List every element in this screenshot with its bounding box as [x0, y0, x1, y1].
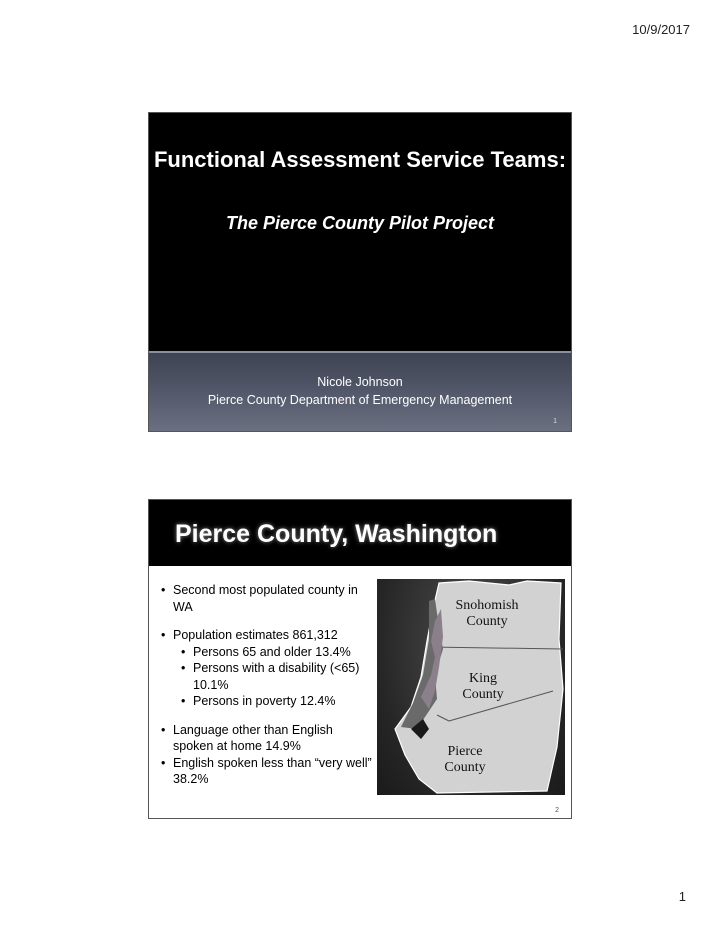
bullet-english-proficiency: • English spoken less than “very well” 38.2% — [159, 755, 374, 788]
slide-2-number: 2 — [555, 807, 559, 814]
slide-1 — [148, 112, 572, 432]
map-label-king-county: County — [462, 687, 504, 702]
slide-2-title: Pierce County, Washington — [175, 520, 498, 548]
map-label-snohomish: Snohomish — [455, 598, 519, 613]
slide-1-subtitle: The Pierce County Pilot Project — [225, 213, 495, 233]
county-map-image — [377, 579, 565, 795]
bullet-group-population — [159, 627, 374, 710]
map-label-pierce-county: County — [444, 760, 486, 775]
sub-bullet-65-plus: • Persons 65 and older 13.4% — [159, 644, 374, 661]
slide-1-author-band — [149, 351, 571, 431]
slide-2-bullet-list — [159, 582, 374, 788]
handout-page-number: 1 — [678, 889, 686, 904]
map-label-pierce: Pierce — [447, 744, 483, 759]
sub-bullet-disability: • Persons with a disability (<65) 10.1% — [159, 660, 374, 693]
sub-bullet-poverty: • Persons in poverty 12.4% — [159, 693, 374, 710]
slide-1-title: Functional Assessment Service Teams: — [153, 147, 567, 172]
slide-1-number: 1 — [553, 418, 557, 425]
bullet-language: • Language other than English spoken at home 14.9% — [159, 722, 374, 755]
handout-date: 10/9/2017 — [632, 22, 690, 37]
slide-2-header — [149, 500, 571, 566]
slide-2 — [148, 499, 572, 819]
bullet-population-estimate: • Population estimates 861,312 — [159, 627, 374, 644]
map-label-king: King — [469, 671, 497, 686]
bullet-population-rank: • Second most populated county in WA — [159, 582, 374, 615]
presenter-department: Pierce County Department of Emergency Management — [207, 393, 513, 407]
presenter-name: Nicole Johnson — [317, 375, 403, 389]
map-label-snohomish-county: County — [466, 614, 508, 629]
